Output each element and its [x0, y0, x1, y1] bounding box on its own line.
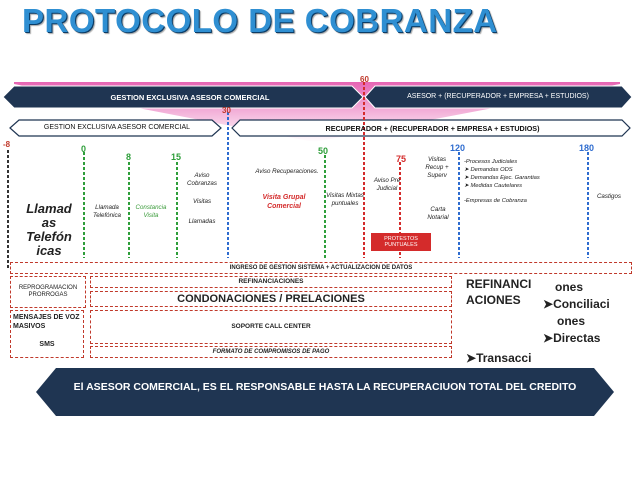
procesos-item: ➤ Demandas ODS	[464, 167, 513, 174]
carta-notarial-label: Carta Notarial	[427, 206, 449, 221]
procesos-title: -Procesos Judiciales	[464, 159, 518, 165]
ones-text: ones	[555, 280, 584, 294]
procesos-item: ➤ Medidas Cautelares	[464, 183, 523, 190]
refinanciaciones-overflow	[466, 277, 531, 308]
llamada-telefonica-label: Llamada Telefónica	[93, 204, 121, 219]
tick-180: 180	[579, 143, 595, 153]
llamadas-label: Llamad as	[26, 201, 72, 230]
protestos-badge: PROTESTOS PUNTUALES	[371, 233, 431, 251]
tick-neg8: -8	[3, 140, 11, 149]
tick-15: 15	[171, 152, 182, 162]
castigos-label: Castigos	[596, 193, 622, 200]
condonaciones-band: CONDONACIONES / PRELACIONES	[90, 291, 452, 307]
sms-label: SMS	[39, 340, 55, 348]
tick-120: 120	[450, 143, 466, 153]
mensajes-label: MENSAJES DE VOZ MASIVOS	[13, 314, 80, 331]
procesos-item: ➤ Demandas Ejec. Garantias	[464, 175, 540, 182]
aviso-pre-judicial-label: Aviso Pre Judicial	[373, 177, 401, 192]
mensajes-box	[10, 310, 84, 358]
llamadas-small-label: Llamadas	[188, 218, 216, 225]
second-arrow-left-label: GESTION EXCLUSIVA ASESOR COMERCIAL	[43, 124, 191, 131]
aviso-cobranzas-label: Aviso Cobranzas	[187, 172, 217, 187]
tick-0: 0	[81, 144, 87, 154]
directas-item: ➤Directas	[543, 331, 601, 345]
refinanciaciones-band: REFINANCIACIONES	[90, 276, 452, 288]
visitas-label: Visitas	[192, 198, 212, 205]
marker-60: 60	[360, 75, 369, 84]
transacciones-item: ➤Transacci	[466, 351, 532, 365]
aviso-recuperaciones-label: Aviso Recuperaciones.	[255, 168, 319, 175]
telefonicas-label: Telefón icas	[26, 229, 72, 258]
formato-band: FORMATO DE COMPROMISOS DE PAGO	[90, 346, 452, 358]
aciones-text: ACIONES	[466, 292, 521, 307]
conciliaciones-item: ➤Conciliaci	[543, 297, 610, 311]
visitas-recup-label: Visitas Recup + Superv	[425, 156, 449, 179]
visita-grupal-label: Visita Grupal Comercial	[262, 194, 306, 210]
ingreso-band: INGRESO DE GESTION SISTEMA + ACTUALIZACION DE DATOS	[10, 262, 632, 274]
ones-text-2: ones	[557, 314, 586, 328]
top-arrow-right-label: ASESOR + (RECUPERADOR + EMPRESA + ESTUDIOS)	[407, 93, 589, 100]
visitas-mixtas-label: Visitas Mixtas puntuales	[326, 192, 364, 207]
reprogramacion-box: REPROGRAMACION PRORROGAS	[10, 276, 86, 308]
marker-30: 30	[222, 106, 231, 115]
soporte-band: SOPORTE CALL CENTER	[90, 310, 452, 344]
top-arrow-left-label: GESTION EXCLUSIVA ASESOR COMERCIAL	[110, 93, 270, 102]
refinanci-text: REFINANCI	[466, 277, 532, 291]
tick-50: 50	[318, 146, 329, 156]
page-title: PROTOCOLO DE COBRANZA	[22, 2, 498, 39]
constancia-visita-label: Constancia Visita	[135, 204, 167, 219]
footer-statement: El ASESOR COMERCIAL, ES EL RESPONSABLE HASTA LA RECUPERACIUON TOTAL DEL CREDITO	[73, 381, 577, 393]
tick-8: 8	[126, 152, 132, 162]
procesos-block	[464, 158, 574, 206]
second-arrow-right-label: RECUPERADOR + (RECUPERADOR + EMPRESA + ESTUDIOS)	[325, 124, 540, 133]
tick-75: 75	[396, 154, 407, 164]
empresas-cobranza: -Empresas de Cobranza	[464, 198, 527, 205]
